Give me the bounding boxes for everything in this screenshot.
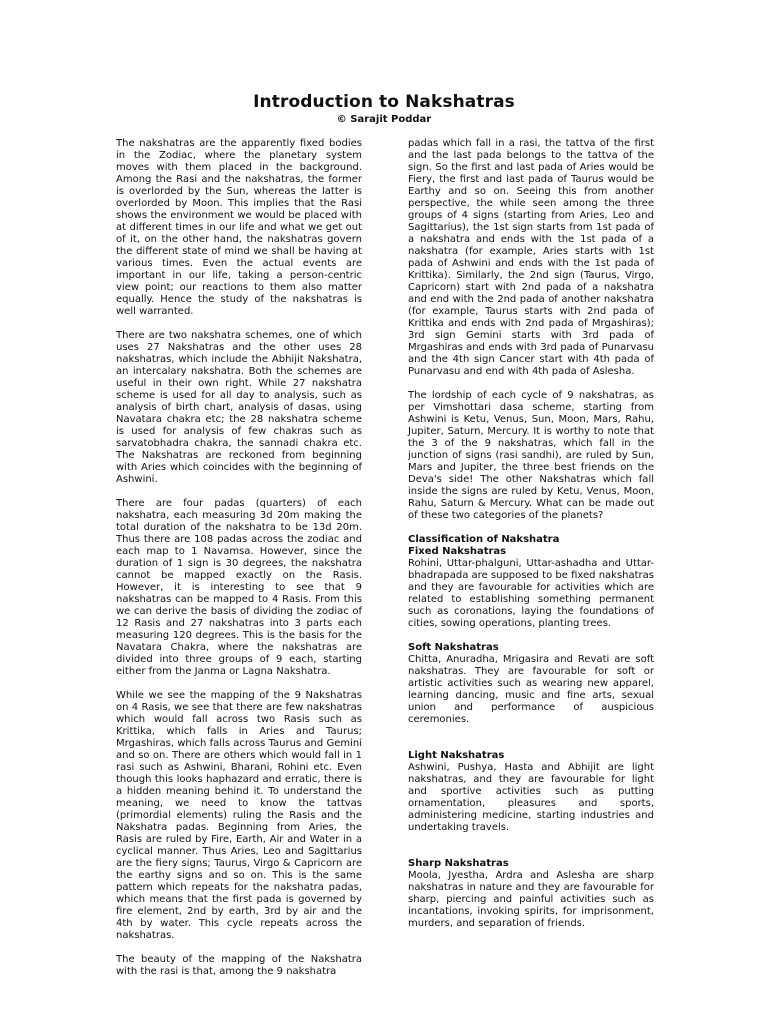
classification-heading: Classification of Nakshatra	[408, 534, 560, 545]
light-nakshatras-heading: Light Nakshatras	[408, 750, 505, 761]
section-sharp-nakshatras	[408, 858, 654, 930]
section-fixed-nakshatras	[408, 534, 654, 630]
left-column	[116, 138, 362, 990]
paragraph-nakshatra-schemes: There are two nakshatra schemes, one of which uses 27 Nakshatras and the other uses 28 nakshatras, which include the Abhijit Nakshatra, an intercalary nakshatra. Both the schemes are useful in their own right. While 27 nakshatra scheme is used for all day to analysis, such as analysis of birth chart, analysis of dasas, using Navatara chakra etc; the 28 nakshatra scheme is used for analysis of few chakras such as sarvatobhadra chakra, the sannadi chakra etc. The Nakshatras are reckoned from beginning with Aries which coincides with the beginning of Ashwini.	[116, 330, 362, 485]
soft-nakshatras-heading: Soft Nakshatras	[408, 642, 499, 653]
light-nakshatras-text: Ashwini, Pushya, Hasta and Abhijit are light nakshatras, and they are favourable for light and sportive activities such as putting ornamentation, pleasures and sports, administering medicine, starting industries and undertaking travels.	[408, 762, 654, 833]
section-soft-nakshatras	[408, 642, 654, 726]
fixed-nakshatras-heading: Fixed Nakshatras	[408, 546, 507, 557]
page-title: Introduction to Nakshatras	[253, 92, 515, 112]
paragraph-tattva-padas: padas which fall in a rasi, the tattva of the first and the last pada belongs to the tattva of the sign. So the first and last pada of Aries would be Fiery, the first and last pada of Taurus would be Earthy and so on. Seeing this from another perspective, the while seen among the three groups of 4 signs (starting from Aries, Leo and Sagittarius), the 1st sign starts from 1st pada of a nakshatra and ends with the 1st pada of a nakshatra (for example, Aries starts with 1st pada of Ashwini and ends with the 1st pada of Krittika). Similarly, the 2nd sign (Taurus, Virgo, Capricorn) start with 2nd pada of a nakshatra and end with the 2nd pada of another nakshatra (for example, Taurus starts with 2nd pada of Krittika and ends with 2nd pada of Mrgashiras); 3rd sign Gemini starts with 3rd pada of Mrgashiras and ends with 3rd pada of Punarvasu and the 4th sign Cancer start with 4th pada of Punarvasu and end with 4th pada of Aslesha.	[408, 138, 654, 377]
sharp-nakshatras-text: Moola, Jyestha, Ardra and Aslesha are sharp nakshatras in nature and they are favourable for sharp, piercing and painful activities such as incantations, invoking spirits, for imprisonment, murders, and separation of friends.	[408, 870, 654, 929]
paragraph-padas: There are four padas (quarters) of each nakshatra, each measuring 3d 20m making the total duration of the nakshatra to be 13d 20m. Thus there are 108 padas across the zodiac and each map to 1 Navamsa. However, since the duration of 1 sign is 30 degrees, the nakshatra cannot be mapped exactly on the Rasis. However, it is interesting to see that 9 nakshatras can be mapped to 4 Rasis. From this we can derive the basis of dividing the zodiac of 12 Rasis and 27 nakshatras into 3 parts each measuring 120 degrees. This is the basis for the Navatara Chakra, where the nakshatras are divided into three groups of 9 each, starting either from the Janma or Lagna Nakshatra.	[116, 498, 362, 677]
sharp-nakshatras-heading: Sharp Nakshatras	[408, 858, 509, 869]
paragraph-introduction: The nakshatras are the apparently fixed bodies in the Zodiac, where the planetary system moves with them placed in the background. Among the Rasi and the nakshatras, the former is overlorded by the Sun, whereas the latter is overlorded by Moon. This implies that the Rasi shows the environment we would be placed with at different times in our life and what we get out of it, on the other hand, the nakshatras govern the different state of mind we shall be having at various times. Even the actual events are important in our life, taking a person-centric view point; our reactions to them also matter equally. Hence the study of the nakshatras is well warranted.	[116, 138, 362, 317]
section-light-nakshatras	[408, 750, 654, 834]
fixed-nakshatras-text: Rohini, Uttar-phalguni, Uttar-ashadha and Uttar-bhadrapada are supposed to be fixed nakshatras and they are favourable for activities which are related to establishing something permanent such as coronations, laying the foundations of cities, sowing operations, planting trees.	[408, 558, 654, 629]
paragraph-beauty-mapping: The beauty of the mapping of the Nakshatra with the rasi is that, among the 9 nakshatra	[116, 954, 362, 977]
author-byline: © Sarajit Poddar	[336, 114, 432, 125]
paragraph-lordship: The lordship of each cycle of 9 nakshatras, as per Vimshottari dasa scheme, starting from Ashwini is Ketu, Venus, Sun, Moon, Mars, Rahu, Jupiter, Saturn, Mercury. It is worthy to note that the 3 of the 9 nakshatras, which fall in the junction of signs (rasi sandhi), are ruled by Sun, Mars and Jupiter, the three best friends on the Deva's side! The other Nakshatras which fall inside the signs are ruled by Ketu, Venus, Moon, Rahu, Saturn & Mercury. What can be made out of these two categories of the planets?	[408, 390, 654, 521]
paragraph-mapping: While we see the mapping of the 9 Nakshatras on 4 Rasis, we see that there are few nakshatras which would fall across two Rasis such as Krittika, which falls in Aries and Taurus; Mrgashiras, which falls across Taurus and Gemini and so on. There are others which would fall in 1 rasi such as Ashwini, Bharani, Rohini etc. Even though this looks haphazard and erratic, there is a hidden meaning behind it. To understand the meaning, we need to know the tattvas (primordial elements) ruling the Rasis and the Nakshatra padas. Beginning from Aries, the Rasis are ruled by Fire, Earth, Air and Water in a cyclical manner. Thus Aries, Leo and Sagittarius are the fiery signs; Taurus, Virgo & Capricorn are the earthy signs and so on. This is the same pattern which repeats for the nakshatra padas, which means that the first pada is governed by fire element, 2nd by earth, 3rd by air and the 4th by water. This cycle repeats across the nakshatras.	[116, 690, 362, 941]
soft-nakshatras-text: Chitta, Anuradha, Mrigasira and Revati are soft nakshatras. They are favourable for soft or artistic activities such as wearing new apparel, learning dancing, music and fine arts, sexual union and performance of auspicious ceremonies.	[408, 654, 654, 725]
right-column	[408, 138, 654, 942]
